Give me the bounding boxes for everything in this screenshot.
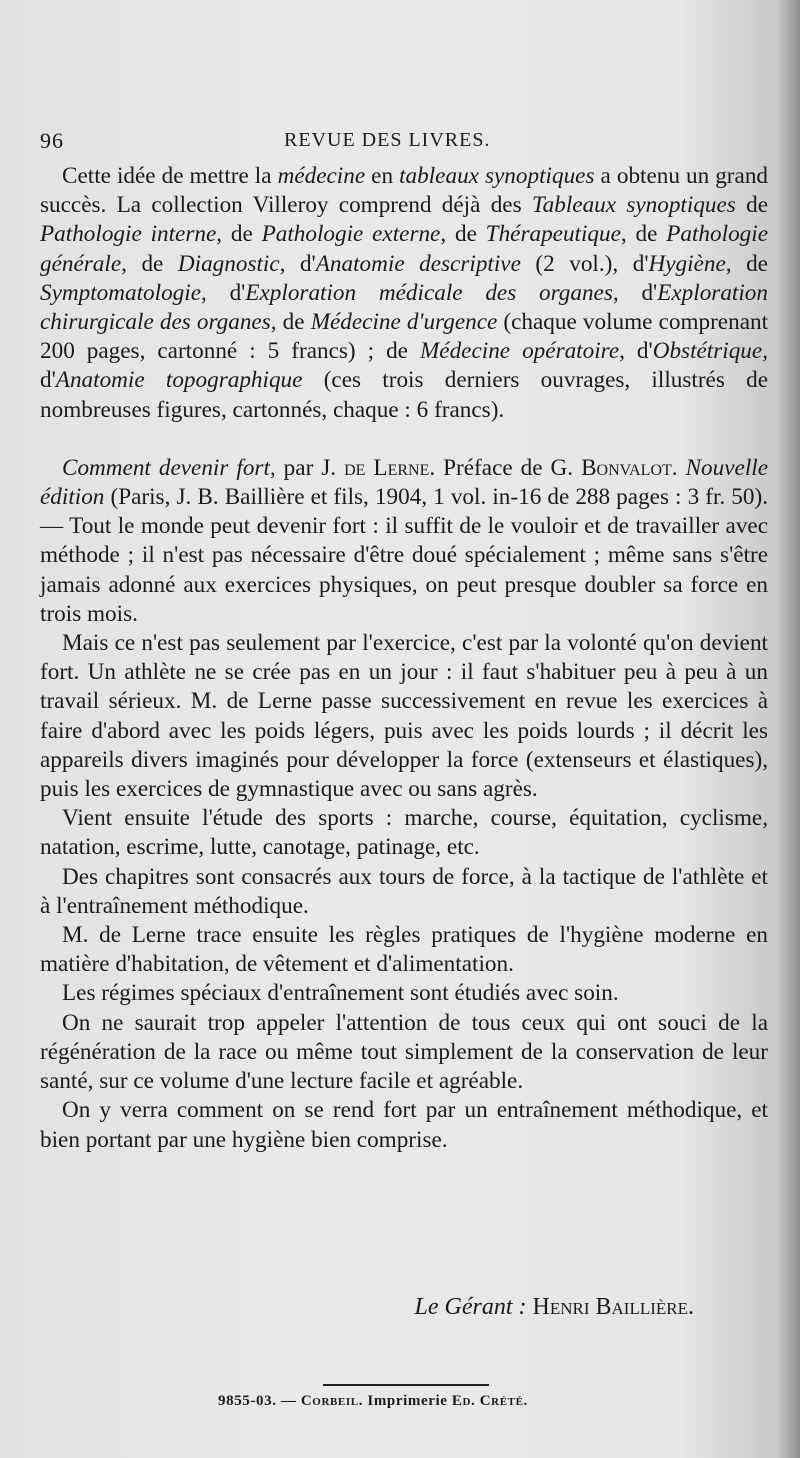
imprint-printer: Ed. Crété — [451, 1393, 524, 1409]
paragraph-book-review — [40, 454, 768, 629]
paragraph: Mais ce n'est pas seulement par l'exercice, c'est par la volonté qu'on devient fort. Un athlète ne se crée pas en un jour : il faut s'habituer peu à peu à un travail sérieux. M. de Lerne passe successivement en revue les exercices à faire d'abord avec les poids légers, puis avec les poids lourds ; il décrit les appareils divers imaginés pour développer la force (extenseurs et élastiques), puis les exercices de gymnastique avec ou sans agrès. — [40, 630, 768, 803]
text-run: , de — [216, 221, 262, 248]
italic-title: Pathologie externe — [261, 221, 441, 248]
text-run: . — [523, 1393, 528, 1409]
text-run: . Préface de G. — [429, 454, 582, 481]
text-run: , d' — [612, 279, 658, 306]
text-run: (2 vol.), d' — [520, 250, 649, 277]
italic-title: Anatomie descriptive — [315, 250, 521, 277]
italic-title: Médecine opératoire — [419, 338, 620, 365]
text-run: en — [365, 163, 400, 189]
text-run: Cette idée de mettre la — [62, 163, 278, 189]
text-run: — — [276, 1393, 301, 1409]
paragraph: Les régimes spéciaux d'entraînement sont étudiés avec soin. — [62, 980, 619, 1007]
italic-title: Anatomie topographique — [55, 367, 303, 394]
text-run: , d' — [40, 338, 768, 394]
body-text — [40, 162, 768, 1155]
italic-term: médecine — [277, 163, 366, 189]
text-run: , de — [121, 250, 178, 277]
text-run: , de — [440, 221, 486, 248]
italic-title: Hygiène — [648, 250, 726, 277]
footer-rule — [323, 1384, 489, 1386]
text-run: , d' — [619, 338, 653, 365]
text-run: . Imprimerie — [358, 1393, 452, 1409]
italic-title: Exploration médicale des organes — [245, 279, 613, 306]
author-name: de Lerne — [344, 454, 430, 481]
paragraph: Vient ensuite l'étude des sports : marche, course, équitation, cyclisme, natation, escrime, lutte, canotage, patinage, etc. — [40, 805, 768, 861]
italic-title: Thérapeutique — [485, 221, 621, 248]
signature — [415, 1294, 694, 1321]
italic-title: Diagnostic — [177, 250, 280, 277]
italic-title: Médecine d'urgence — [310, 309, 498, 336]
text-run: . — [671, 454, 686, 481]
imprint-number: 9855-03. — [218, 1393, 277, 1409]
book-title: Comment devenir fort, — [62, 454, 276, 481]
text-run: (chaque volume comprenant 200 pages, cartonné : 5 francs) ; de — [40, 309, 769, 365]
text-run: , de — [270, 309, 311, 336]
preface-author: Bonvalot — [581, 454, 672, 481]
imprint-place: Corbeil — [300, 1393, 359, 1409]
paragraph: On ne saurait trop appeler l'attention de tous ceux qui ont souci de la régénération de la race ou même tout simplement de la conservation de leur santé, sur ce volume d'une lecture facile et agréable. — [40, 1009, 768, 1095]
text-run: , de — [620, 221, 667, 248]
italic-title: Pathologie générale — [40, 221, 768, 277]
running-head — [40, 128, 760, 156]
italic-title: Symptomatologie — [40, 279, 201, 306]
text-run: , d' — [279, 250, 316, 277]
signature-name: Henri Baillière. — [532, 1294, 694, 1320]
text-run: (ces trois derniers ouvrages, illustrés de nombreuses figures, cartonnés, chaque : 6 francs). — [40, 367, 768, 423]
text-run: , de — [725, 250, 768, 277]
signature-role: Le Gérant : — [414, 1294, 533, 1320]
text-run: de — [735, 192, 768, 219]
text-run: a obtenu un grand succès. La collection Villeroy comprend déjà des — [40, 163, 769, 219]
text-run: (Paris, J. B. Baillière et fils, 1904, 1 vol. in-16 de 288 pages : 3 fr. 50). — Tout le monde peut devenir fort : il suffit de le vouloir et de travailler avec méthode ; il n'est pas nécessaire d'être doué spécialement ; même sans s'être jamais adonné aux exercices physiques, on peut presque doubler sa force en trois mois. — [40, 484, 768, 627]
italic-title: Obstétrique — [652, 338, 763, 365]
paragraph: Des chapitres sont consacrés aux tours de force, à la tactique de l'athlète et à l'entraînement méthodique. — [40, 863, 768, 919]
text-run: , d' — [201, 279, 246, 306]
text-run: par J. — [275, 454, 345, 481]
italic-title: Exploration chirurgicale des organes — [40, 279, 768, 336]
paragraph: On y verra comment on se rend fort par un entraînement méthodique, et bien portant par une hygiène bien comprise. — [40, 1097, 768, 1153]
paragraph-villeroy-collection — [40, 162, 768, 425]
page-number: 96 — [40, 128, 64, 153]
paragraph: M. de Lerne trace ensuite les règles pratiques de l'hygiène moderne en matière d'habitation, de vêtement et d'alimentation. — [40, 922, 768, 978]
italic-title: Pathologie interne — [40, 221, 217, 248]
imprint-line — [218, 1393, 528, 1410]
edition-label: Nouvelle édition — [40, 454, 769, 511]
italic-term: tableaux synoptiques — [399, 163, 595, 189]
italic-title: Tableaux synoptiques — [531, 192, 736, 219]
running-title: REVUE DES LIVRES. — [284, 129, 491, 151]
